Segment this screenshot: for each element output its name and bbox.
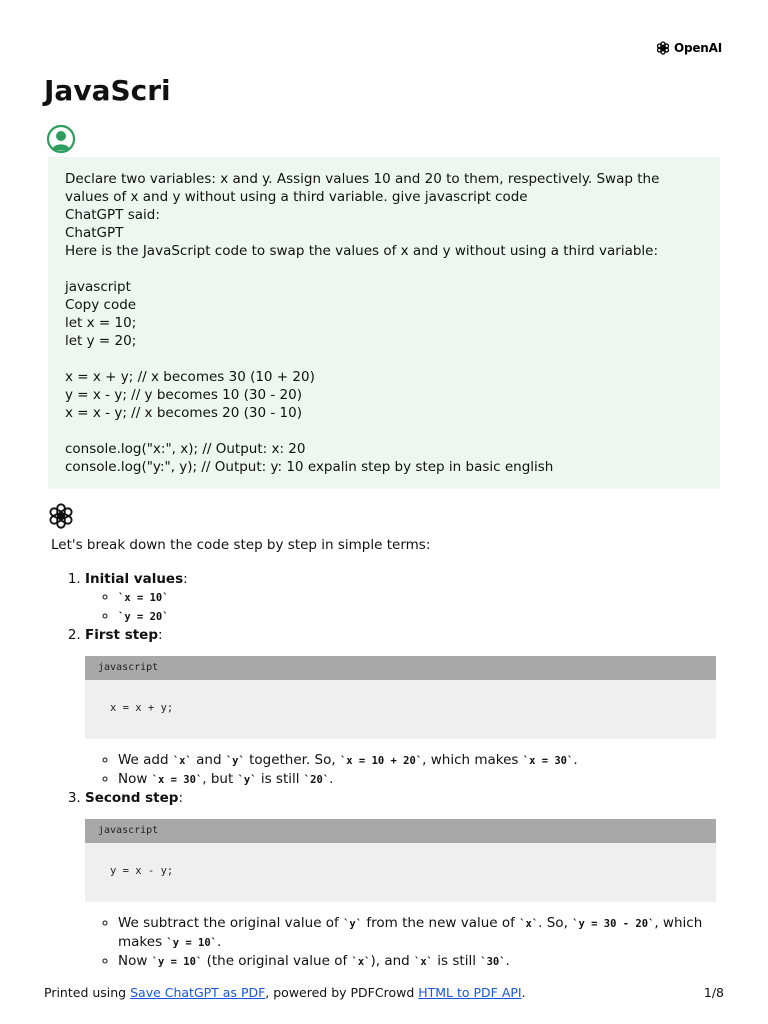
text: from the new value of: [362, 915, 520, 931]
save-chatgpt-pdf-link[interactable]: Save ChatGPT as PDF: [130, 985, 266, 1000]
prompt-line: ChatGPT said:: [65, 207, 160, 223]
text: and: [191, 752, 226, 768]
inline-code: `x`: [414, 956, 433, 968]
inline-code: `y`: [343, 918, 363, 930]
page-title: JavaScri: [44, 74, 171, 107]
text: We subtract the original value of: [118, 915, 344, 931]
inline-code: `x = 10`: [118, 592, 169, 604]
inline-code: `x = 10 + 20`: [339, 755, 423, 767]
bullet-item: [118, 770, 731, 789]
footer-prefix: Printed using: [44, 985, 131, 1000]
text: , which makes: [118, 915, 703, 950]
prompt-line: Copy code: [65, 297, 137, 313]
html-to-pdf-api-link[interactable]: HTML to PDF API: [418, 985, 522, 1000]
brand-name: OpenAI: [673, 41, 722, 55]
text: .: [329, 771, 334, 787]
prompt-line: console.log("x:", x); // Output: x: 20: [65, 441, 306, 457]
footer-middle: , powered by PDFCrowd: [265, 985, 419, 1000]
text: is still: [433, 953, 481, 969]
text: , but: [202, 771, 238, 787]
steps-list: [51, 570, 731, 971]
text: (the original value of: [202, 953, 352, 969]
code-block: [85, 656, 716, 739]
step-bullets: [85, 914, 731, 971]
inline-code: `y`: [225, 755, 245, 767]
step-bullets: [85, 751, 731, 789]
prompt-line: Here is the JavaScript code to swap the values of x and y without using a third variable:: [65, 243, 659, 259]
inline-code: `y = 30 - 20`: [572, 918, 655, 930]
step-colon: :: [178, 790, 184, 806]
page-number: 1/8: [703, 985, 724, 1000]
step-colon: :: [183, 571, 188, 587]
inline-code: `y = 10`: [151, 956, 203, 968]
prompt-line: y = x - y; // y becomes 10 (30 - 20): [65, 387, 302, 403]
bullet-item: [118, 588, 731, 607]
answer-intro: Let's break down the code step by step in simple terms:: [51, 537, 431, 553]
step-label: Initial values: [85, 571, 184, 587]
prompt-line: ChatGPT: [65, 225, 124, 241]
prompt-blank-line: [65, 422, 704, 440]
footer-suffix: .: [521, 985, 526, 1000]
bullet-item: [118, 952, 731, 971]
page-footer: [44, 985, 724, 1000]
step-label: Second step: [85, 790, 179, 806]
text: together. So,: [244, 752, 340, 768]
assistant-answer: [51, 536, 731, 971]
user-avatar-icon: [46, 124, 76, 154]
prompt-line: let x = 10;: [65, 315, 137, 331]
text: .: [505, 953, 510, 969]
text: We add: [118, 752, 173, 768]
inline-code: `y = 10`: [166, 937, 217, 949]
code-content: y = x - y;: [85, 843, 716, 902]
text: is still: [256, 771, 304, 787]
inline-code: `x`: [351, 956, 371, 968]
user-prompt: [48, 157, 720, 489]
inline-code: `x = 30`: [522, 755, 574, 767]
code-language-label: javascript: [85, 819, 716, 843]
prompt-line: let y = 20;: [65, 333, 137, 349]
openai-brand: [655, 40, 722, 56]
prompt-blank-line: [65, 260, 704, 278]
openai-logo-icon: [655, 40, 671, 56]
step-label: First step: [85, 627, 159, 643]
prompt-line: javascript: [65, 279, 131, 295]
prompt-line: console.log("y:", y); // Output: y: 10 expalin step by step in basic english: [65, 459, 554, 475]
prompt-line: Declare two variables: x and y. Assign values 10 and 20 to them, respectively. Swap the values of x and y without using a third variable. give javascript code: [65, 171, 660, 205]
prompt-line: x = x - y; // x becomes 20 (30 - 10): [65, 405, 302, 421]
text: ), and: [370, 953, 415, 969]
text: .: [573, 752, 578, 768]
bullet-item: [118, 914, 731, 952]
bullet-item: [118, 751, 731, 770]
step-colon: :: [158, 627, 163, 643]
inline-code: `y`: [237, 774, 257, 786]
text: Now: [118, 953, 152, 969]
inline-code: `y = 20`: [118, 611, 169, 623]
bullet-item: [118, 607, 731, 626]
text: Now: [118, 771, 152, 787]
step-item: [85, 626, 731, 789]
code-content: x = x + y;: [85, 680, 716, 739]
inline-code: `30`: [480, 956, 506, 968]
inline-code: `x`: [519, 918, 539, 930]
code-block: [85, 819, 716, 902]
inline-code: `x`: [172, 755, 192, 767]
step-bullets: [85, 588, 731, 626]
prompt-line: x = x + y; // x becomes 30 (10 + 20): [65, 369, 315, 385]
openai-logo-icon: [47, 502, 75, 530]
prompt-blank-line: [65, 350, 704, 368]
step-item: [85, 570, 731, 626]
code-language-label: javascript: [85, 656, 716, 680]
step-item: [85, 789, 731, 971]
inline-code: `20`: [303, 774, 330, 786]
text: . So,: [538, 915, 573, 931]
inline-code: `x = 30`: [151, 774, 203, 786]
text: , which makes: [422, 752, 523, 768]
text: .: [216, 934, 222, 950]
